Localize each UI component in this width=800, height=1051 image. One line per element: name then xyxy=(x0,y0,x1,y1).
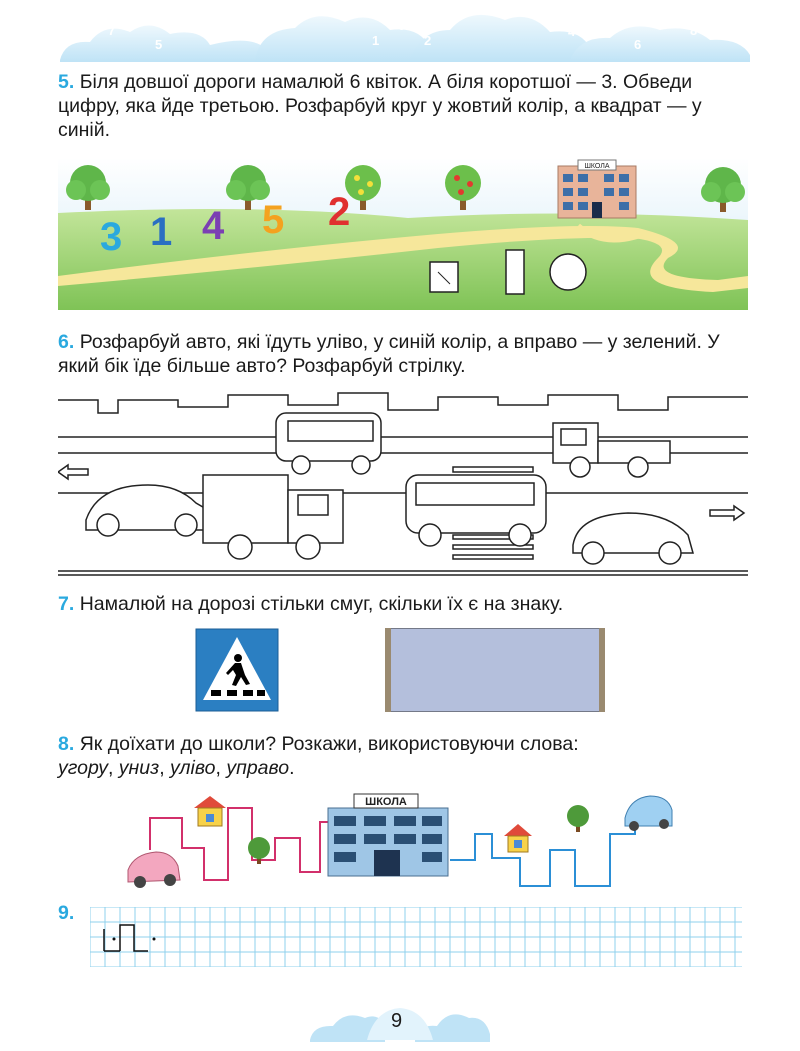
page-number: 9 xyxy=(391,1010,403,1032)
school-building xyxy=(328,794,448,876)
cloud-number: 6 xyxy=(634,37,642,52)
task-text: Як доїхати до школи? Розкажи, використовуючи слова: xyxy=(79,733,579,755)
road-to-draw-lanes[interactable] xyxy=(385,628,605,712)
right-arrow xyxy=(710,506,744,520)
word-down: униз xyxy=(118,757,160,779)
truck-top xyxy=(553,423,670,477)
word-right: управо xyxy=(226,757,290,779)
task-text: Розфарбуй авто, які їдуть уліво, у синій колір, а вправо — у зелений. У який бік їде більше авто? Розфарбуй стрілку. xyxy=(58,331,720,377)
cloud-number: 2 xyxy=(424,33,432,48)
digit-5: 5 xyxy=(262,198,285,242)
header-clouds xyxy=(50,0,760,70)
task-7-instructions xyxy=(58,592,748,616)
sample-pattern xyxy=(104,925,148,951)
school-building xyxy=(558,160,636,218)
task-5-instructions xyxy=(58,70,748,142)
cloud-number: 7 xyxy=(108,23,116,38)
tree-icon xyxy=(567,805,589,832)
digit-1: 1 xyxy=(150,210,173,254)
task-text: Біля довшої дороги намалюй 6 квіток. А біля коротшої — 3. Обведи цифру, яка йде третьою. Розфарбуй круг у жовтий колір, а квадрат — у синій. xyxy=(58,71,702,141)
cloud-number: 3 xyxy=(222,24,230,39)
task-number: 7. xyxy=(58,593,75,615)
truck-middle xyxy=(203,475,343,559)
separator: , xyxy=(159,757,171,779)
task-number: 5. xyxy=(58,71,75,93)
period: . xyxy=(289,757,295,779)
square-shape xyxy=(430,262,458,292)
task-6-traffic-illustration xyxy=(58,385,748,580)
cloud-number: 0 xyxy=(398,18,406,33)
house-icon xyxy=(504,824,532,852)
task-8-instructions xyxy=(58,732,748,780)
cloud-number: 5 xyxy=(155,37,163,52)
blue-car-icon xyxy=(625,796,672,831)
school-sign: ШКОЛА xyxy=(584,163,610,170)
task-number: 6. xyxy=(58,331,75,353)
pink-car-icon xyxy=(128,852,180,888)
word-up: угору xyxy=(58,757,108,779)
word-left: уліво xyxy=(170,757,216,779)
cloud-number: 1 xyxy=(372,33,380,48)
task-text: Намалюй на дорозі стільки смуг, скільки їх є на знаку. xyxy=(79,593,564,615)
left-arrow xyxy=(58,465,88,479)
car-right xyxy=(573,513,693,564)
circle-shape xyxy=(550,254,586,290)
task-9-grid[interactable] xyxy=(90,907,742,967)
task-number: 8. xyxy=(58,733,75,755)
right-route xyxy=(450,820,635,886)
school-sign: ШКОЛА xyxy=(365,796,407,808)
task-8-route-map xyxy=(120,790,690,900)
digit-2: 2 xyxy=(328,190,351,234)
rectangle-shape xyxy=(506,250,524,294)
bus-top xyxy=(276,413,381,474)
task-6-instructions xyxy=(58,330,748,378)
pedestrian-crossing-sign xyxy=(195,628,279,712)
separator: , xyxy=(215,757,227,779)
separator: , xyxy=(107,757,119,779)
cloud-number: 4 xyxy=(568,24,576,39)
digit-4: 4 xyxy=(202,204,225,248)
house-icon xyxy=(194,796,226,826)
cloud-number: 8 xyxy=(690,23,698,38)
task-9-number: 9. xyxy=(58,902,75,924)
digit-3: 3 xyxy=(100,215,123,259)
